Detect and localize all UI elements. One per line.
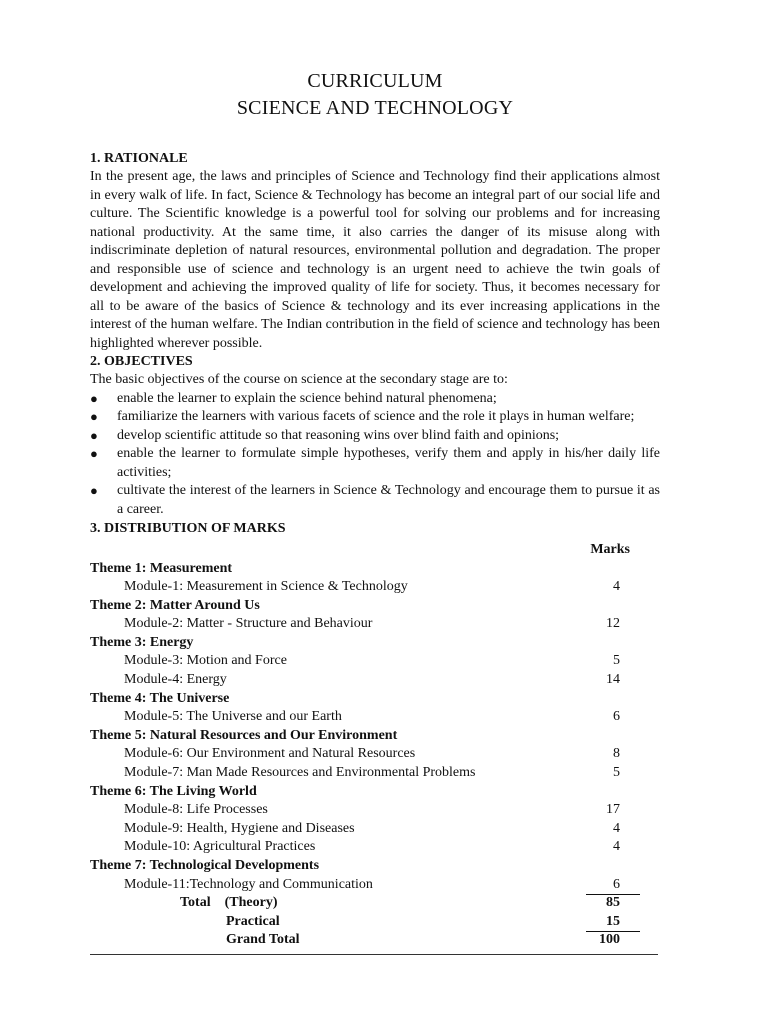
theme-label: Theme 7: Technological Developments xyxy=(90,858,320,873)
practical-label: Practical xyxy=(226,913,280,929)
module-label: Module-2: Matter - Structure and Behaviour xyxy=(124,616,373,632)
module-label: Module-1: Measurement in Science & Technology xyxy=(124,579,408,595)
objective-text: familiarize the learners with various facets of science and the role it plays in human welfare; xyxy=(117,409,635,424)
bullet-icon: ● xyxy=(90,409,98,424)
table-row xyxy=(90,838,660,857)
module-marks: 17 xyxy=(606,802,620,818)
grand-total-row xyxy=(90,931,660,950)
module-label: Module-7: Man Made Resources and Environmental Problems xyxy=(124,765,476,781)
module-marks: 12 xyxy=(606,616,620,632)
table-row xyxy=(90,615,660,634)
total-theory-row xyxy=(90,894,660,913)
bullet-icon: ● xyxy=(90,446,98,461)
table-row xyxy=(90,876,660,895)
module-marks: 6 xyxy=(613,876,620,892)
total-theory-label: Total (Theory) xyxy=(180,895,278,911)
bullet-icon: ● xyxy=(90,390,98,406)
rationale-text: In the present age, the laws and principles of Science and Technology find their applications almost in every walk of life. In fact, Science & Technology has become an integral part of our social life and culture. The Scientific knowledge is a powerful tool for solving our problems and for increasing national productivity. At the same time, it also carries the danger of its misuse along with indiscriminate depletion of natural resources, environmental pollution and degradation. The proper and responsible use of science and technology is an urgent need to achieve the twin goals of development and achieving the improved quality of life for society. Thus, it becomes necessary for all to be aware of the basics of Science & technology and its ever increasing applications in the interest of the human welfare. The Indian contribution in the field of science and technology has been highlighted wherever possible. xyxy=(90,169,660,351)
list-item xyxy=(90,408,660,427)
practical-marks: 15 xyxy=(606,913,620,929)
table-row xyxy=(90,560,660,579)
practical-row xyxy=(90,913,660,932)
list-item xyxy=(90,427,660,446)
grand-total-label: Grand Total xyxy=(226,932,300,948)
bullet-icon: ● xyxy=(90,427,98,443)
module-label: Module-10: Agricultural Practices xyxy=(124,839,316,855)
rationale-section xyxy=(90,150,660,353)
list-item xyxy=(90,445,660,482)
theme-label: Theme 3: Energy xyxy=(90,634,194,650)
table-row xyxy=(90,727,660,746)
module-marks: 8 xyxy=(613,746,620,762)
module-label: Module-8: Life Processes xyxy=(124,802,268,818)
distribution-heading: 3. DISTRIBUTION OF MARKS xyxy=(90,521,286,536)
module-marks: 4 xyxy=(613,579,620,595)
table-row xyxy=(90,820,660,839)
distribution-section xyxy=(90,520,660,950)
table-row xyxy=(90,690,660,709)
theme-label: Theme 5: Natural Resources and Our Environment xyxy=(90,727,398,743)
bullet-icon: ● xyxy=(90,483,98,498)
rationale-heading: 1. RATIONALE xyxy=(90,151,188,166)
table-row xyxy=(90,652,660,671)
document-subtitle: SCIENCE AND TECHNOLOGY xyxy=(236,97,514,119)
theme-label: Theme 1: Measurement xyxy=(90,560,233,576)
objectives-list xyxy=(90,390,660,520)
total-theory-marks: 85 xyxy=(606,895,620,911)
module-marks: 4 xyxy=(613,839,620,855)
table-row xyxy=(90,783,660,802)
theme-label: Theme 2: Matter Around Us xyxy=(90,597,260,613)
objectives-intro: The basic objectives of the course on science at the secondary stage are to: xyxy=(90,372,508,387)
table-row xyxy=(90,597,660,616)
theme-label: Theme 4: The Universe xyxy=(90,690,230,706)
module-marks: 4 xyxy=(613,820,620,836)
list-item xyxy=(90,390,660,409)
grand-total-marks: 100 xyxy=(599,932,620,948)
objectives-section xyxy=(90,353,660,519)
table-row xyxy=(90,671,660,690)
objective-text: cultivate the interest of the learners in Science & Technology and encourage them to pursue it as a career. xyxy=(117,483,660,517)
table-row xyxy=(90,745,660,764)
objective-text: develop scientific attitude so that reasoning wins over blind faith and opinions; xyxy=(117,427,560,443)
module-marks: 14 xyxy=(606,672,620,688)
table-row xyxy=(90,857,660,876)
objectives-heading: 2. OBJECTIVES xyxy=(90,354,193,369)
module-marks: 6 xyxy=(613,709,620,725)
theme-label: Theme 6: The Living World xyxy=(90,783,257,799)
table-row xyxy=(90,708,660,727)
marks-column-header: Marks xyxy=(590,542,630,557)
module-label: Module-6: Our Environment and Natural Resources xyxy=(124,746,416,762)
objective-text: enable the learner to formulate simple hypotheses, verify them and apply in his/her daily life activities; xyxy=(117,446,660,480)
table-row xyxy=(90,578,660,597)
table-row xyxy=(90,801,660,820)
module-label: Module-11:Technology and Communication xyxy=(124,876,373,892)
module-label: Module-4: Energy xyxy=(124,672,227,688)
module-label: Module-9: Health, Hygiene and Diseases xyxy=(124,820,355,836)
module-label: Module-5: The Universe and our Earth xyxy=(124,709,342,725)
module-marks: 5 xyxy=(613,653,620,669)
module-marks: 5 xyxy=(613,765,620,781)
bottom-divider xyxy=(90,954,658,955)
objective-text: enable the learner to explain the science behind natural phenomena; xyxy=(117,390,497,406)
table-row xyxy=(90,764,660,783)
module-label: Module-3: Motion and Force xyxy=(124,653,287,669)
table-row xyxy=(90,634,660,653)
document-title: CURRICULUM xyxy=(307,70,443,92)
list-item xyxy=(90,482,660,519)
